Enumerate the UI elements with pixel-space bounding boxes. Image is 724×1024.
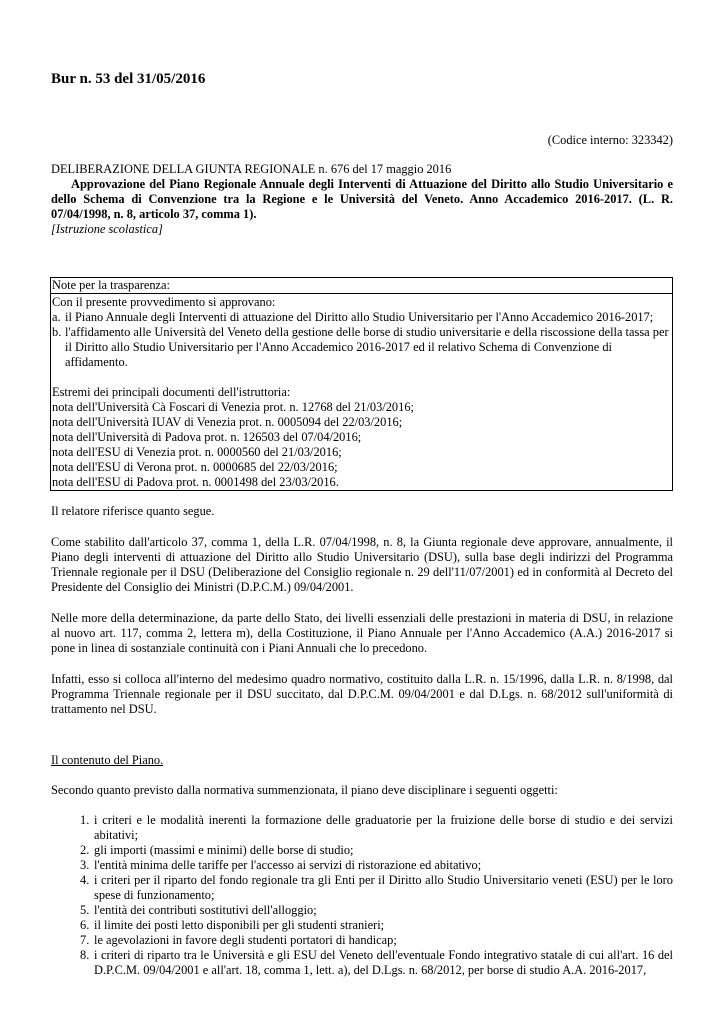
- section-intro: Secondo quanto previsto dalla normativa summenzionata, il piano deve disciplinare i seguenti oggetti:: [51, 783, 558, 797]
- list-item-number: 5.: [80, 903, 90, 917]
- list-item-number: 2.: [80, 843, 90, 857]
- notes-heading: Note per la trasparenza:: [51, 278, 672, 294]
- list-item-number: 1.: [80, 813, 90, 827]
- internal-code: (Codice interno: 323342): [547, 133, 673, 147]
- document-entry: nota dell'ESU di Venezia prot. n. 0000560 del 21/03/2016;: [52, 445, 342, 459]
- list-item-text: i criteri di riparto tra le Università e gli ESU del Veneto dell'eventuale Fondo integrativo statale di cui all'art. 16 del D.P.C.M. 09/04/2001 e all'art. 18, comma 1, lett. a), del D.Lgs. n. 68/2012, per borse di studio A.A. 2016-2017,: [94, 948, 673, 977]
- bulletin-title: Bur n. 53 del 31/05/2016: [51, 71, 206, 87]
- deliberation-subject: Approvazione del Piano Regionale Annuale degli Interventi di Attuazione del Diritto allo Studio Universitario e dello Schema di Convenzione tra la Regione e le Università del Veneto. Anno Accademico 2016-2017. (L. R. 07/04/1998, n. 8, articolo 37, comma 1).: [51, 177, 673, 221]
- document-entry: nota dell'Università Cà Foscari di Venezia prot. n. 12768 del 21/03/2016;: [52, 400, 414, 414]
- list-item: [80, 948, 673, 978]
- list-item: [80, 903, 673, 918]
- notes-item-text: il Piano Annuale degli Interventi di attuazione del Diritto allo Studio Universitario per l'Anno Accademico 2016-2017;: [65, 310, 654, 324]
- list-item-number: 7.: [80, 933, 90, 947]
- notes-item-mark: b.: [52, 325, 62, 339]
- notes-item: [52, 325, 671, 370]
- deliberation-header: [51, 162, 673, 237]
- document-entry: nota dell'ESU di Verona prot. n. 0000685 del 22/03/2016;: [52, 460, 338, 474]
- notes-intro: Con il presente provvedimento si approvano:: [52, 295, 276, 309]
- list-item-number: 4.: [80, 873, 90, 887]
- notes-spacer: [52, 370, 671, 385]
- notes-item: [52, 310, 671, 325]
- list-item: [80, 843, 673, 858]
- body-paragraph: Come stabilito dall'articolo 37, comma 1, della L.R. 07/04/1998, n. 8, la Giunta regionale deve approvare, annualmente, il Piano degli interventi di attuazione del Diritto allo Studio Universitario (DSU), sulla base degli indirizzi del Programma Triennale regionale per il DSU (Deliberazione del Consiglio regionale n. 29 dell'11/07/2001) ed in conformità al Decreto del Presidente del Consiglio dei Ministri (D.P.C.M.) 09/04/2001.: [51, 535, 673, 594]
- body-paragraph: Nelle more della determinazione, da parte dello Stato, dei livelli essenziali delle prestazioni in materia di DSU, in relazione al nuovo art. 117, comma 2, lettera m), della Costituzione, il Piano Annuale per l'Anno Accademico (A.A.) 2016-2017 si pone in linea di sostanziale continuità con i Piani Annuali che lo precedono.: [51, 611, 673, 655]
- notes-item-mark: a.: [52, 310, 61, 324]
- plan-topics-list: [80, 813, 673, 978]
- documents-heading: Estremi dei principali documenti dell'istruttoria:: [52, 385, 291, 399]
- list-item-text: l'entità dei contributi sostitutivi dell'alloggio;: [94, 903, 317, 917]
- section-title: Il contenuto del Piano.: [51, 753, 164, 767]
- report-body: [51, 504, 673, 733]
- list-item: [80, 813, 673, 843]
- list-item: [80, 918, 673, 933]
- deliberation-reference: DELIBERAZIONE DELLA GIUNTA REGIONALE n. 676 del 17 maggio 2016: [51, 162, 452, 176]
- body-paragraph: Infatti, esso si colloca all'interno del medesimo quadro normativo, costituito dalla L.R. n. 15/1996, dalla L.R. n. 8/1998, dal Programma Triennale regionale per il DSU succitato, dal D.P.C.M. 09/04/2001 e dal D.Lgs. n. 68/2012 sull'uniformità di trattamento nel DSU.: [51, 672, 673, 716]
- deliberation-category: [Istruzione scolastica]: [51, 222, 163, 236]
- list-item: [80, 933, 673, 948]
- document-entry: nota dell'ESU di Padova prot. n. 0001498 del 23/03/2016.: [52, 475, 339, 489]
- list-item-text: i criteri per il riparto del fondo regionale tra gli Enti per il Diritto allo Studio Universitario veneti (ESU) per le loro spese di funzionamento;: [94, 873, 673, 902]
- notes-body: [51, 294, 672, 490]
- list-item-text: i criteri e le modalità inerenti la formazione delle graduatorie per la fruizione delle borse di studio e dei servizi abitativi;: [94, 813, 673, 842]
- notes-item-text: l'affidamento alle Università del Veneto della gestione delle borse di studio universitarie e della riscossione della tassa per il Diritto allo Studio Universitario per l'Anno Accademico 2016-2017 ed il relativo Schema di Convenzione di affidamento.: [65, 325, 669, 369]
- list-item-text: l'entità minima delle tariffe per l'accesso ai servizi di ristorazione ed abitativo;: [94, 858, 482, 872]
- transparency-notes-box: [50, 277, 673, 491]
- list-item-text: il limite dei posti letto disponibili per gli studenti stranieri;: [94, 918, 385, 932]
- list-item: [80, 873, 673, 903]
- list-item: [80, 858, 673, 873]
- document-entry: nota dell'Università IUAV di Venezia prot. n. 0005094 del 22/03/2016;: [52, 415, 403, 429]
- list-item-number: 3.: [80, 858, 90, 872]
- document-entry: nota dell'Università di Padova prot. n. 126503 del 07/04/2016;: [52, 430, 362, 444]
- list-item-number: 8.: [80, 948, 90, 962]
- list-item-text: gli importi (massimi e minimi) delle borse di studio;: [94, 843, 354, 857]
- list-item-number: 6.: [80, 918, 90, 932]
- list-item-text: le agevolazioni in favore degli studenti portatori di handicap;: [94, 933, 397, 947]
- body-paragraph: Il relatore riferisce quanto segue.: [51, 504, 215, 518]
